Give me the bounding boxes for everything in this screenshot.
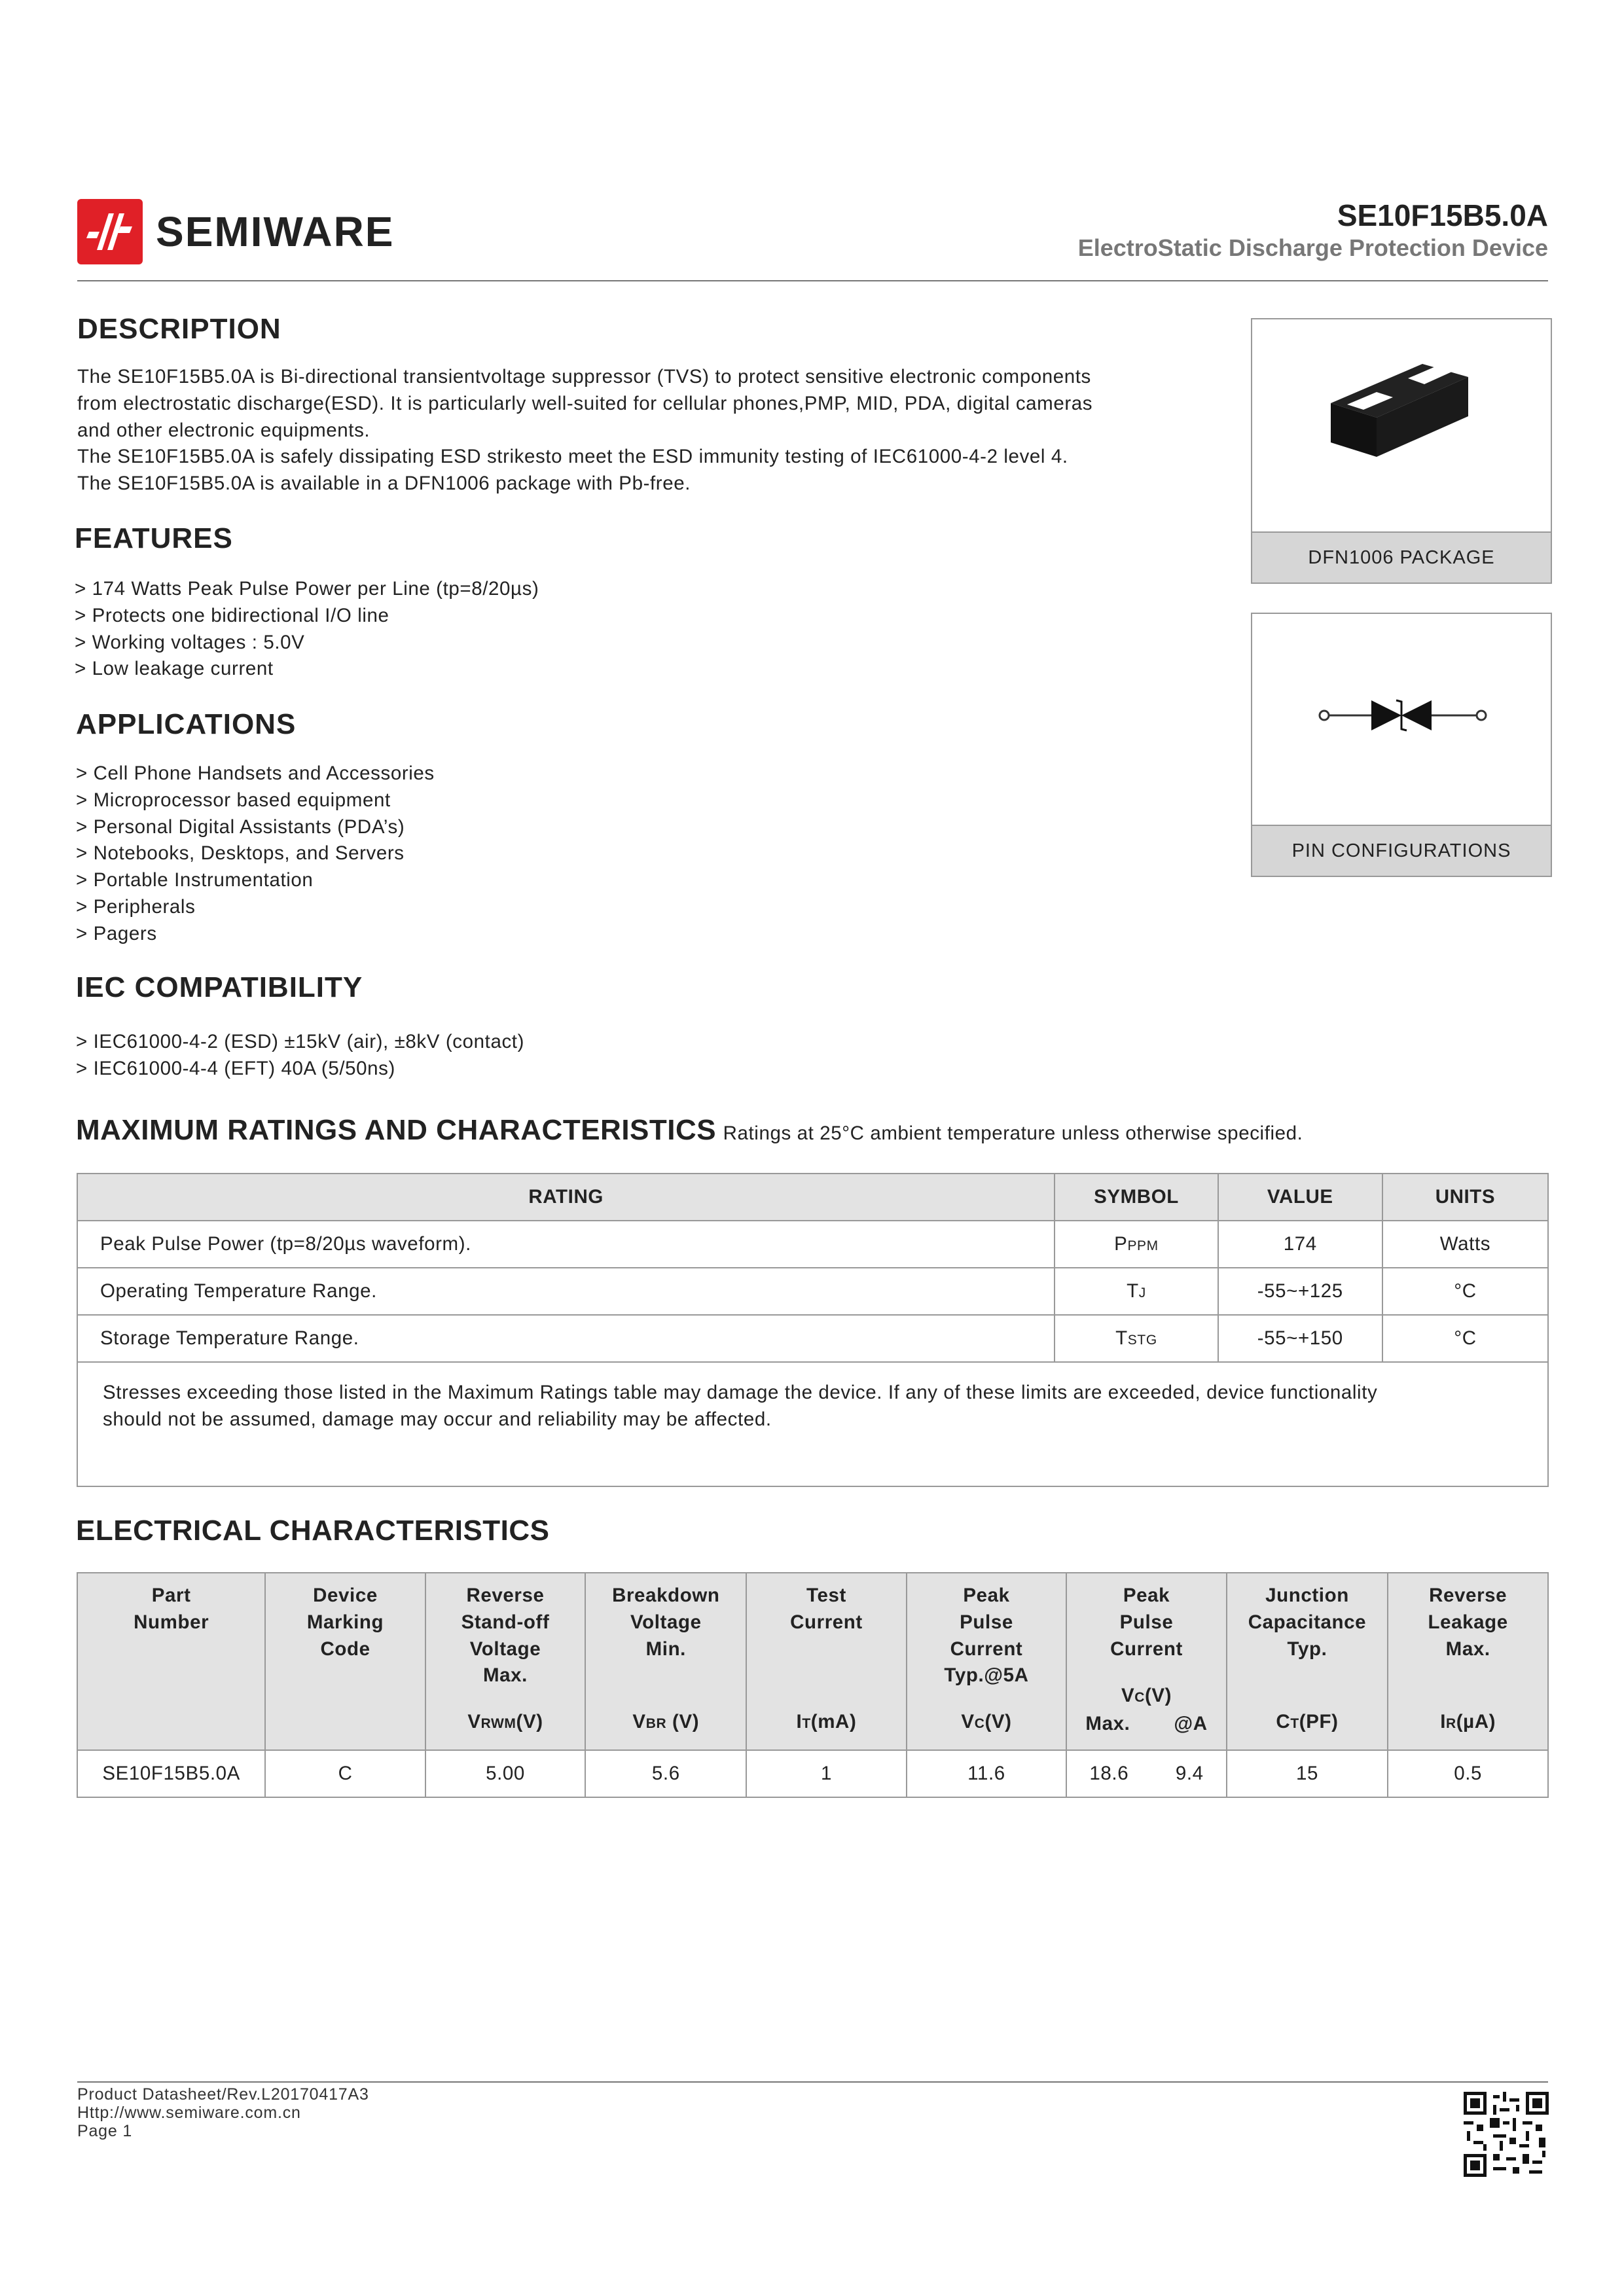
- unit-label: VC(V): [1121, 1685, 1172, 1707]
- features-heading: FEATURES: [75, 522, 233, 554]
- symbol-cell: [1055, 1315, 1218, 1362]
- qr-code-icon: [1464, 2092, 1549, 2177]
- list-item: > Cell Phone Handsets and Accessories: [76, 762, 435, 784]
- column-header: VALUE: [1218, 1174, 1382, 1221]
- description-line: The SE10F15B5.0A is available in a DFN1006 package with Pb-free.: [77, 473, 691, 495]
- header-line: Part: [151, 1585, 191, 1606]
- header-line: Peak: [963, 1585, 1010, 1606]
- max-label: Max.: [1085, 1713, 1130, 1735]
- header-line: Current: [1110, 1638, 1183, 1660]
- package-caption: DFN1006 PACKAGE: [1252, 531, 1551, 583]
- brand-logo-mark: [77, 199, 143, 264]
- unit-label: VRWM(V): [467, 1711, 543, 1733]
- table-row: [77, 1268, 1548, 1315]
- stress-note-row: [77, 1362, 1548, 1486]
- header-line: Device: [313, 1585, 378, 1606]
- header-line: Min.: [645, 1638, 686, 1660]
- unit-label: VBR (V): [632, 1711, 700, 1733]
- list-item: > Pagers: [76, 922, 157, 944]
- list-item: > Notebooks, Desktops, and Servers: [76, 842, 405, 865]
- description-line: and other electronic equipments.: [77, 419, 370, 441]
- stress-note-cell: [77, 1362, 1548, 1486]
- description-heading: DESCRIPTION: [77, 313, 281, 345]
- header-divider: [77, 280, 1548, 281]
- rating-cell: Peak Pulse Power (tp=8/20µs waveform).: [77, 1221, 1055, 1268]
- units-cell: °C: [1382, 1315, 1548, 1362]
- dfn1006-package-icon: [1318, 351, 1488, 482]
- vc-max-header: [1066, 1573, 1226, 1750]
- list-item: > Protects one bidirectional I/O line: [75, 604, 389, 626]
- header-line: Max.: [482, 1664, 528, 1687]
- symbol-main: T: [1127, 1280, 1139, 1302]
- max-ratings-heading: MAXIMUM RATINGS AND CHARACTERISTICS: [76, 1114, 717, 1146]
- list-item: > Peripherals: [76, 895, 196, 918]
- vrwm-cell: 5.00: [425, 1750, 586, 1797]
- units-cell: °C: [1382, 1268, 1548, 1315]
- symbol-subscript: PPM: [1127, 1238, 1159, 1253]
- header-line: Typ.@5A: [944, 1664, 1029, 1687]
- column-header: SYMBOL: [1055, 1174, 1218, 1221]
- table-header-row: [77, 1174, 1548, 1221]
- column-header: RATING: [77, 1174, 1055, 1221]
- marking-cell: C: [265, 1750, 425, 1797]
- vbr-header: [585, 1573, 746, 1750]
- brand-name: SEMIWARE: [156, 208, 395, 255]
- symbol-cell: [1055, 1221, 1218, 1268]
- header-line: Leakage: [1428, 1611, 1508, 1633]
- table-row: [77, 1750, 1548, 1797]
- iec-heading: IEC COMPATIBILITY: [76, 971, 363, 1003]
- unit-label: VC(V): [961, 1711, 1012, 1733]
- symbol-subscript: J: [1138, 1285, 1146, 1300]
- it-cell: 1: [746, 1750, 906, 1797]
- at-amps-value: 9.4: [1175, 1763, 1204, 1784]
- unit-label: IR(µA): [1440, 1711, 1496, 1733]
- pin-config-caption: PIN CONFIGURATIONS: [1252, 825, 1551, 876]
- unit-label: IT(mA): [796, 1711, 857, 1733]
- footer-text: [77, 2085, 369, 2140]
- part-number-title: SE10F15B5.0A: [1337, 198, 1548, 232]
- vrwm-header: [425, 1573, 586, 1750]
- header-line: Max.: [1445, 1638, 1490, 1660]
- symbol-cell: [1055, 1268, 1218, 1315]
- pin-config-panel: [1251, 613, 1552, 877]
- header-line: Current: [790, 1611, 863, 1633]
- table-row: [77, 1221, 1548, 1268]
- header-line: Test: [806, 1585, 846, 1606]
- header-line: Voltage: [469, 1638, 541, 1660]
- package-panel: [1251, 318, 1552, 584]
- iec-list: [76, 1029, 524, 1083]
- header-line: Reverse: [1429, 1585, 1507, 1606]
- max-ratings-table: [77, 1173, 1549, 1487]
- header-line: Code: [320, 1638, 370, 1660]
- list-item: > 174 Watts Peak Pulse Power per Line (tp=8/20µs): [75, 578, 539, 600]
- applications-heading: APPLICATIONS: [76, 708, 297, 740]
- electrical-table: [77, 1572, 1549, 1798]
- header-line: Breakdown: [612, 1585, 720, 1606]
- applications-list: [76, 761, 435, 948]
- stress-note-line: Stresses exceeding those listed in the Maximum Ratings table may damage the device. If any of these limits are exceeded, device functionality: [103, 1382, 1378, 1403]
- header-line: Pulse: [1119, 1611, 1174, 1633]
- list-item: > Working voltages : 5.0V: [75, 631, 305, 653]
- document-subtitle: ElectroStatic Discharge Protection Device: [1077, 234, 1548, 261]
- list-item: > Personal Digital Assistants (PDA’s): [76, 816, 405, 838]
- footer-divider: [77, 2081, 1548, 2083]
- list-item: > Portable Instrumentation: [76, 869, 314, 891]
- footer-page: Page 1: [77, 2122, 133, 2140]
- header-line: Capacitance: [1248, 1611, 1367, 1633]
- stress-note-line: should not be assumed, damage may occur and reliability may be affected.: [103, 1408, 772, 1430]
- units-cell: Watts: [1382, 1221, 1548, 1268]
- list-item: > IEC61000-4-2 (ESD) ±15kV (air), ±8kV (contact): [76, 1031, 525, 1052]
- footer-url: Http://www.semiware.com.cn: [77, 2104, 301, 2122]
- header-line: Marking: [306, 1611, 384, 1633]
- features-list: [75, 576, 539, 683]
- rating-cell: Operating Temperature Range.: [77, 1268, 1055, 1315]
- list-item: > Low leakage current: [75, 658, 274, 680]
- symbol-main: T: [1115, 1327, 1128, 1349]
- marking-code-header: [265, 1573, 425, 1750]
- header-line: Pulse: [960, 1611, 1013, 1633]
- rating-cell: Storage Temperature Range.: [77, 1315, 1055, 1362]
- header-line: Number: [134, 1611, 209, 1633]
- value-cell: -55~+125: [1218, 1268, 1382, 1315]
- vbr-cell: 5.6: [585, 1750, 746, 1797]
- max-ratings-note: Ratings at 25°C ambient temperature unless otherwise specified.: [723, 1122, 1303, 1144]
- symbol-subscript: STG: [1127, 1333, 1157, 1348]
- test-current-header: [746, 1573, 906, 1750]
- table-header-row: [77, 1573, 1548, 1750]
- header-line: Reverse: [466, 1585, 545, 1606]
- header-line: Stand-off: [461, 1611, 550, 1633]
- capacitance-header: [1227, 1573, 1388, 1750]
- footer-revision: Product Datasheet/Rev.L20170417A3: [77, 2085, 369, 2104]
- ir-cell: 0.5: [1388, 1750, 1548, 1797]
- description-line: from electrostatic discharge(ESD). It is particularly well-suited for cellular phones,PMP, MID, PDA, digital cameras: [77, 392, 1093, 414]
- value-cell: -55~+150: [1218, 1315, 1382, 1362]
- header-line: Peak: [1123, 1585, 1170, 1606]
- at-amps-label: @A: [1174, 1713, 1208, 1735]
- header-line: Voltage: [630, 1611, 702, 1633]
- list-item: > Microprocessor based equipment: [76, 789, 391, 811]
- bidirectional-tvs-diode-icon: [1318, 692, 1488, 738]
- vc-max-cell: [1066, 1750, 1226, 1797]
- symbol-main: P: [1114, 1233, 1128, 1255]
- header-line: Current: [950, 1638, 1023, 1660]
- vc-max-value: 18.6: [1089, 1763, 1129, 1784]
- unit-label: CT(PF): [1276, 1711, 1339, 1733]
- description-text: [77, 364, 1092, 497]
- vc-typ-header: [907, 1573, 1067, 1750]
- header-line: Junction: [1265, 1585, 1349, 1606]
- list-item: > IEC61000-4-4 (EFT) 40A (5/50ns): [76, 1057, 395, 1079]
- logo-slash-icon: [77, 199, 143, 264]
- column-header: UNITS: [1382, 1174, 1548, 1221]
- header-line: Typ.: [1287, 1638, 1327, 1660]
- part-number-header: [77, 1573, 265, 1750]
- description-line: The SE10F15B5.0A is safely dissipating ESD strikesto meet the ESD immunity testing of IEC61000-4-2 level 4.: [77, 446, 1068, 468]
- vc-typ-cell: 11.6: [907, 1750, 1067, 1797]
- part-number-cell: SE10F15B5.0A: [77, 1750, 265, 1797]
- value-cell: 174: [1218, 1221, 1382, 1268]
- electrical-heading: ELECTRICAL CHARACTERISTICS: [76, 1515, 550, 1547]
- table-row: [77, 1315, 1548, 1362]
- description-line: The SE10F15B5.0A is Bi-directional transientvoltage suppressor (TVS) to protect sensitive electronic components: [77, 366, 1091, 387]
- leakage-header: [1388, 1573, 1548, 1750]
- max-ratings-title-row: [76, 1114, 1303, 1147]
- ct-cell: 15: [1227, 1750, 1388, 1797]
